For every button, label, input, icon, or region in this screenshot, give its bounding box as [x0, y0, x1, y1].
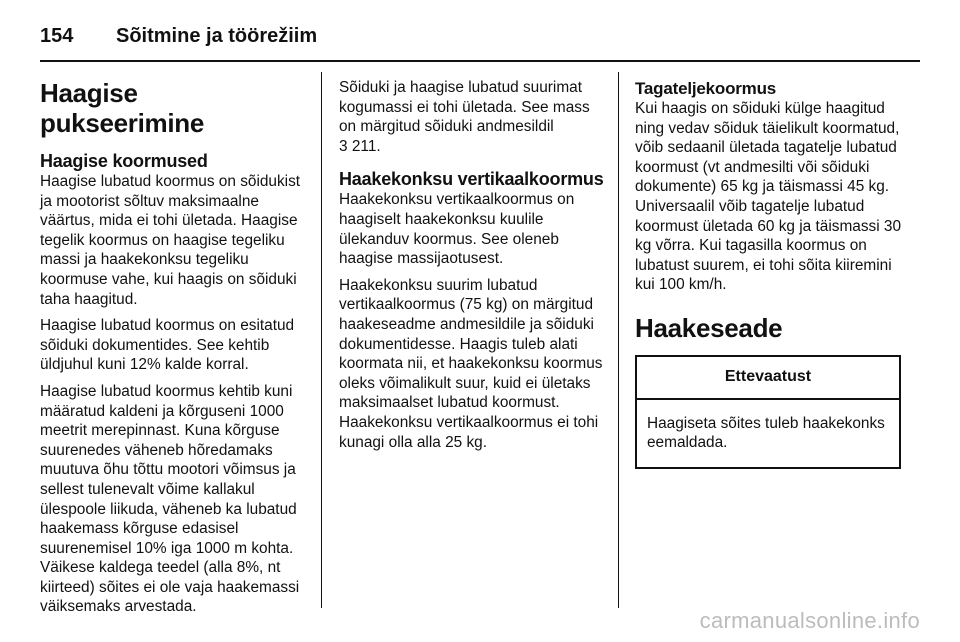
- column-1: [40, 78, 305, 624]
- caution-box: [635, 355, 901, 469]
- column-3: [635, 78, 905, 469]
- subsection-title-vertical-load: Haakekonksu vertikaalkoormus: [339, 169, 604, 190]
- paragraph: Haagise lubatud koormus on sõidukist ja mootorist sõltuv maksimaalne väärtus, mida ei tohi ületada. Haagise tegelik koormus on haagise tegeliku massi ja haakekonksu tegeliku koormuse vahe, kui haagis on sõiduki taha haagitud.: [40, 173, 301, 308]
- paragraph: Haagise lubatud koormus kehtib kuni määratud kaldeni ja kõrguseni 1000 meetrit merepinnast. Kuna kõrguse suurenedes väheneb hõredamaks muutuva õhu tõttu mootori võimsus ja sellest tulenevalt võime kallakul ülespoole liikuda, väheneb ka lubatud haakemass kõrguse edasisel suurenemisel 10% iga 1000 m kohta. Väikese kaldega teedel (alla 8%, nt kiirteed) sõites ei ole vaja haakemassi väiksemaks arvestada.: [40, 382, 300, 616]
- section-title-trailer-towing: Haagise pukseerimine: [40, 78, 205, 138]
- subsection-title-rear-axle-load: Tagateljekoormus: [635, 79, 777, 98]
- column-divider-1: [321, 72, 322, 608]
- caution-text: Haagiseta sõites tuleb haakekonks eemaldada.: [647, 414, 885, 452]
- watermark: carmanualsonline.info: [699, 608, 920, 633]
- reference-arrow-icon: 3: [339, 137, 348, 155]
- paragraph: [339, 78, 607, 156]
- caution-heading: Ettevaatust: [637, 357, 899, 400]
- paragraph: Kui haagis on sõiduki külge haagitud ning vedav sõiduk täielikult koormatud, võib sedaanil ületada tagatelje lubatud koormust (vt andmesilti või sõiduki dokumente) 65 kg ja täismassi 45 kg. Universaalil võib tagatelje lubatud koormust ületada 60 kg ja täismassi 30 kg võrra. Kui tagasilla koormus on lubatust suurem, ei tohi sõita kiiremini kui 100 km/h.: [635, 100, 902, 294]
- section-title-towing-device: Haakeseade: [635, 312, 783, 343]
- paragraph: Haagise lubatud koormus on esitatud sõiduki dokumentides. See kehtib üldjuhul kuni 12% kalde korral.: [40, 317, 295, 374]
- chapter-title: Sõitmine ja töörežiim: [116, 24, 318, 47]
- page-number: 154: [40, 24, 74, 47]
- paragraph: Haakekonksu vertikaalkoormus on haagiselt haakekonksu kuulile ülekanduv koormus. See oleneb haagise massijaotusest.: [339, 191, 575, 268]
- page-reference[interactable]: [339, 138, 381, 155]
- subsection-title-trailer-loads: Haagise koormused: [40, 151, 208, 171]
- page-header: [40, 16, 920, 56]
- column-divider-2: [618, 72, 619, 608]
- header-rule: [40, 60, 920, 62]
- column-2: [339, 78, 607, 459]
- reference-page: 211.: [351, 137, 381, 155]
- paragraph: Haakekonksu suurim lubatud vertikaalkoormus (75 kg) on märgitud haakeseadme andmesildile ja sõiduki dokumentidesse. Haagis tuleb alati koormata nii, et haakekonksu koormus oleks võimalikult suur, kuid ei ületaks maksimaalset lubatud koormust. Haakekonksu vertikaalkoormus ei tohi kunagi olla alla 25 kg.: [339, 276, 603, 451]
- intro-text: Sõiduki ja haagise lubatud suurimat kogumassi ei tohi ületada. See mass on märgitud sõiduki andmesildil: [339, 79, 590, 136]
